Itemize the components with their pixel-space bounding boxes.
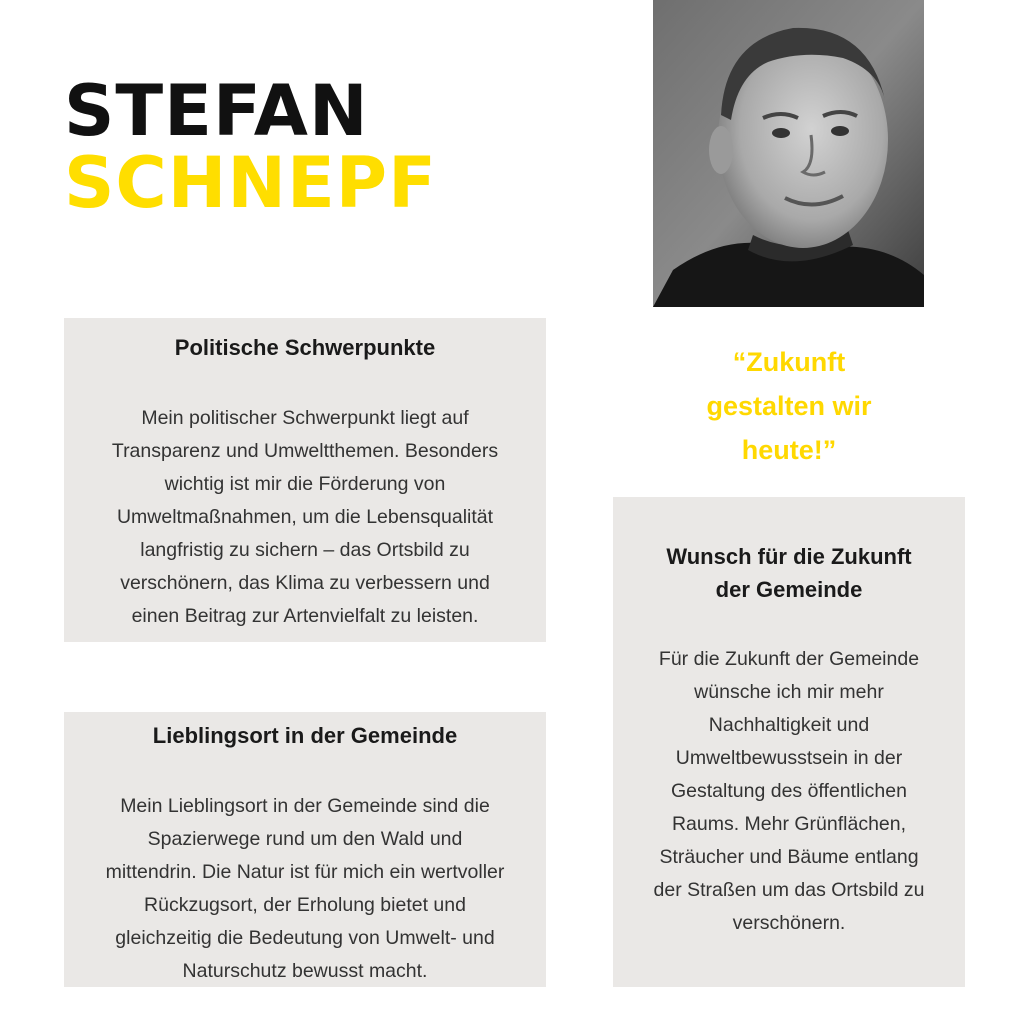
section-text: Mein politischer Schwerpunkt liegt auf Transparenz und Umweltthemen. Besonders wichtig ist mir die Förderung von Umweltmaßnahmen, um die Lebensqualität langfristig zu sichern – das Ortsbild zu verschönern, das Klima zu verbessern und einen Beitrag zur Artenvielfalt zu leisten. [111,407,499,627]
portrait-photo [653,0,924,307]
section-title: Politische Schwerpunkte [174,335,436,360]
section-favorite-place [64,712,546,987]
section-title: Lieblingsort in der Gemeinde [152,723,458,748]
section-title: Wunsch für die Zukunft der Gemeinde [666,544,912,602]
section-text: Mein Lieblingsort in der Gemeinde sind die Spazierwege rund um den Wald und mittendrin. Die Natur ist für mich ein wertvoller Rückzugsort, der Erholung bietet und gleichzeitig die Bedeutung von Umwelt- und Naturschutz bewusst macht. [105,795,505,982]
first-name: STEFAN [64,70,369,152]
section-future-wish [613,497,965,987]
quote-text: “Zukunft gestalten wir heute!” [706,347,872,465]
section-political-focus [64,318,546,642]
candidate-name [64,70,437,224]
last-name: SCHNEPF [64,142,437,224]
section-text: Für die Zukunft der Gemeinde wünsche ich mir mehr Nachhaltigkeit und Umweltbewusstsein in der Gestaltung des öffentlichen Raums. Mehr Grünflächen, Sträucher und Bäume entlang der Straßen um das Ortsbild zu verschönern. [653,648,925,934]
